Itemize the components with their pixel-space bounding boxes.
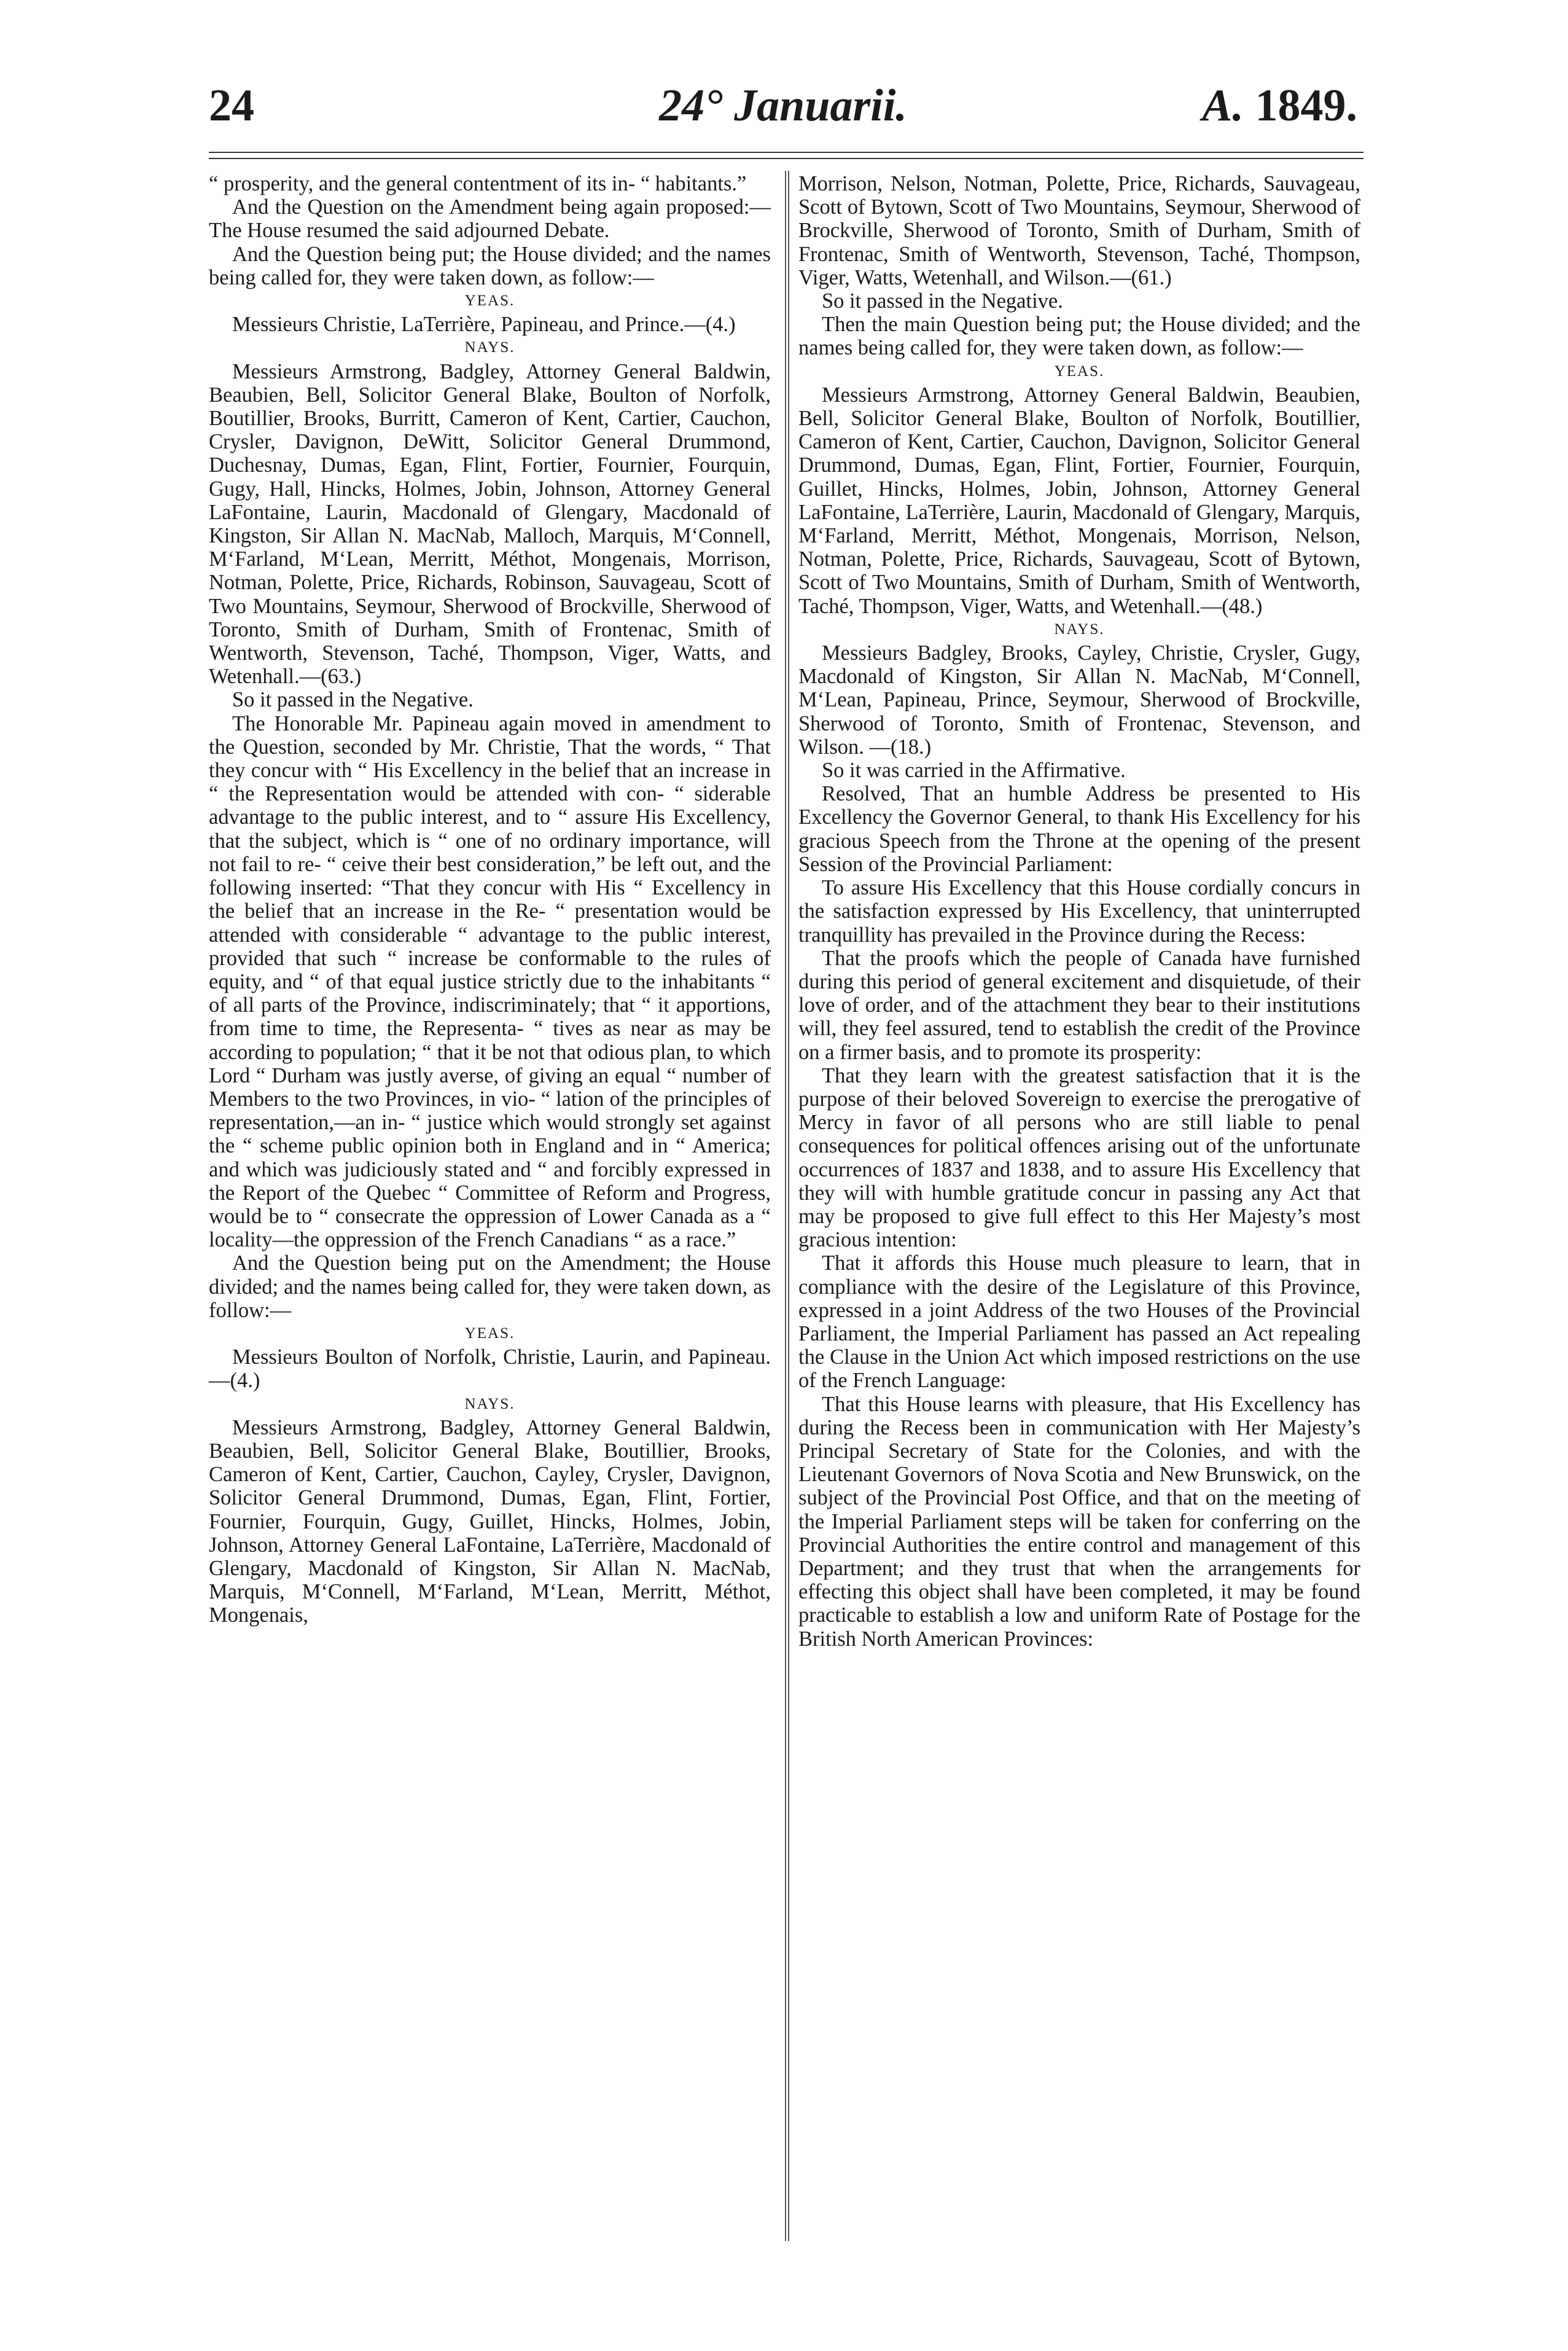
division-heading: NAYS. — [1054, 620, 1105, 638]
paragraph: Morrison, Nelson, Notman, Polette, Price, Richards, Sauvageau, Scott of Bytown, Scott of Two Mountains, Seymour, Sherwood of Brockville, Sherwood of Toronto, Smith of Durham, Smith of Frontenac, Smith of Wentworth, Stevenson, Taché, Thompson, Viger, Watts, Wetenhall, and Wilson.—(61.) — [798, 172, 1360, 289]
division-heading: NAYS. — [464, 1395, 515, 1412]
left-column — [209, 172, 771, 1627]
division-heading: YEAS. — [464, 292, 515, 310]
paragraph: And the Question being put on the Amendment; the House divided; and the names being called for, they were taken down, as follow:— — [209, 1251, 771, 1322]
paragraph: That this House learns with pleasure, that His Excellency has during the Recess been in communication with Her Majesty’s Principal Secretary of State for the Colonies, and with the Lieutenant Governors of Nova Scotia and New Brunswick, on the subject of the Provincial Post Office, and that on the meeting of the Imperial Parliament steps will be taken for conferring on the Provincial Authorities the entire control and management of this Department; and they trust that when the arrangements for effecting this object shall have been completed, it may be found practicable to establish a low and uniform Rate of Postage for the British North American Provinces: — [798, 1392, 1360, 1651]
paragraph: Then the main Question being put; the House divided; and the names being called for, they were taken down, as follow:— — [798, 313, 1360, 360]
paragraph: So it was carried in the Affirmative. — [822, 759, 1126, 783]
page-header — [209, 80, 1357, 147]
right-column — [798, 172, 1360, 1651]
division-heading: YEAS. — [464, 1324, 515, 1342]
column-divider — [785, 171, 786, 2241]
page-title: 24° Januarii. — [659, 80, 907, 131]
year-number: 1849. — [1255, 80, 1357, 131]
paragraph: Messieurs Boulton of Norfolk, Christie, Laurin, and Papineau.—(4.) — [209, 1345, 771, 1393]
paragraph: Messieurs Christie, LaTerrière, Papineau, and Prince.—(4.) — [232, 313, 736, 337]
paragraph: Messieurs Armstrong, Badgley, Attorney General Baldwin, Beaubien, Bell, Solicitor General Blake, Boutillier, Brooks, Cameron of Kent, Cartier, Cauchon, Cayley, Crysler, Davignon, Solicitor General Drummond, Dumas, Egan, Flint, Fortier, Fournier, Fourquin, Gugy, Guillet, Hincks, Holmes, Jobin, Johnson, Attorney General LaFontaine, LaTerrière, Macdonald of Glengary, Macdonald of Kingston, Sir Allan N. MacNab, Marquis, M‘Connell, M‘Farland, M‘Lean, Merritt, Méthot, Mongenais, — [209, 1415, 771, 1627]
year-prefix: A. — [1202, 80, 1244, 131]
paragraph: That it affords this House much pleasure to learn, that in compliance with the desire of the Legislature of this Province, expressed in a joint Address of the two Houses of the Provincial Parliament, the Imperial Parliament has passed an Act repealing the Clause in the Union Act which imposed restrictions on the use of the French Language: — [798, 1251, 1360, 1393]
header-rule — [209, 152, 1363, 153]
header-rule-secondary — [209, 158, 1363, 159]
paragraph: And the Question on the Amendment being again proposed:—The House resumed the said adjourned Debate. — [209, 195, 771, 243]
paragraph: To assure His Excellency that this House cordially concurs in the satisfaction expressed by His Excellency, that uninterrupted tranquillity has prevailed in the Province during the Recess: — [798, 876, 1360, 947]
paragraph: That the proofs which the people of Canada have furnished during this period of general excitement and disquietude, of their love of order, and of the attachment they bear to their institutions will, they feel assured, tend to establish the credit of the Province on a firmer basis, and to promote its prosperity: — [798, 946, 1360, 1064]
column-divider-secondary — [788, 171, 789, 2241]
page-number: 24 — [209, 80, 254, 131]
paragraph: Messieurs Armstrong, Attorney General Baldwin, Beaubien, Bell, Solicitor General Blake, Boulton of Norfolk, Boutillier, Cameron of Kent, Cartier, Cauchon, Davignon, Solicitor General Drummond, Dumas, Egan, Flint, Fortier, Fournier, Fourquin, Guillet, Hincks, Holmes, Jobin, Johnson, Attorney General LaFontaine, LaTerrière, Laurin, Macdonald of Glengary, Marquis, M‘Farland, Merritt, Méthot, Mongenais, Morrison, Nelson, Notman, Polette, Price, Richards, Sauvageau, Scott of Bytown, Scott of Two Mountains, Smith of Durham, Smith of Wentworth, Taché, Thompson, Viger, Watts, and Wetenhall.—(48.) — [798, 383, 1360, 618]
paragraph: Messieurs Badgley, Brooks, Cayley, Christie, Crysler, Gugy, Macdonald of Kingston, Sir Allan N. MacNab, M‘Connell, M‘Lean, Papineau, Prince, Seymour, Sherwood of Brockville, Sherwood of Toronto, Smith of Frontenac, Stevenson, and Wilson. —(18.) — [798, 641, 1360, 759]
paragraph: That they learn with the greatest satisfaction that it is the purpose of their beloved Sovereign to exercise the prerogative of Mercy in favor of all persons who are still liable to penal consequences for political offences arising out of the unfortunate occurrences of 1837 and 1838, and to assure His Excellency that they will with humble gratitude concur in passing any Act that may be proposed to give full effect to this Her Majesty’s most gracious intention: — [798, 1063, 1360, 1252]
paragraph: And the Question being put; the House divided; and the names being called for, they were taken down, as follow:— — [209, 242, 771, 289]
paragraph: Messieurs Armstrong, Badgley, Attorney General Baldwin, Beaubien, Bell, Solicitor General Blake, Boulton of Norfolk, Boutillier, Brooks, Burritt, Cameron of Kent, Cartier, Cauchon, Crysler, Davignon, DeWitt, Solicitor General Drummond, Duchesnay, Dumas, Egan, Flint, Fortier, Fournier, Fourquin, Gugy, Hall, Hincks, Holmes, Jobin, Johnson, Attorney General LaFontaine, Laurin, Macdonald of Glengary, Macdonald of Kingston, Sir Allan N. MacNab, Malloch, Marquis, M‘Connell, M‘Farland, M‘Lean, Merritt, Méthot, Mongenais, Morrison, Notman, Polette, Price, Richards, Robinson, Sauvageau, Scott of Two Mountains, Seymour, Sherwood of Brockville, Sherwood of Toronto, Smith of Durham, Smith of Frontenac, Smith of Wentworth, Stevenson, Taché, Thompson, Viger, Watts, and Wetenhall.—(63.) — [209, 359, 771, 689]
paragraph: “ prosperity, and the general contentment of its in- “ habitants.” — [209, 172, 747, 195]
paragraph: So it passed in the Negative. — [232, 688, 474, 712]
division-heading: YEAS. — [1054, 362, 1105, 380]
page-year — [1202, 80, 1357, 132]
paragraph: Resolved, That an humble Address be presented to His Excellency the Governor General, to thank His Excellency for his gracious Speech from the Throne at the opening of the present Session of the Provincial Parliament: — [798, 782, 1360, 876]
paragraph: The Honorable Mr. Papineau again moved in amendment to the Question, seconded by Mr. Christie, That the words, “ That they concur with “ His Excellency in the belief that an increase in “ the Representation would be attended with con- “ siderable advantage to the public interest, and to “ assure His Excellency, that the subject, which is “ one of no ordinary importance, will not fail to re- “ ceive their best consideration,” be left out, and the following inserted: “That they concur with His “ Excellency in the belief that an increase in the Re- “ presentation would be attended with considerable “ advantage to the public interest, provided that such “ increase be conformable to the rules of equity, and “ of that equal justice strictly due to the inhabitants “ of all parts of the Province, indiscriminately; that “ it apportions, from time to time, the Representa- “ tives as near as may be according to population; “ that it be not that odious plan, to which Lord “ Durham was justly averse, of giving an equal “ number of Members to the two Provinces, in vio- “ lation of the principles of representation,—an in- “ justice which would strongly set against the “ scheme public opinion both in England and in “ America; and which was judiciously stated and “ and forcibly expressed in the Report of the Quebec “ Committee of Reform and Progress, would be to “ consecrate the oppression of Lower Canada as a “ locality—the oppression of the French Canadians “ as a race.” — [209, 711, 771, 1252]
division-heading: NAYS. — [464, 339, 515, 356]
paragraph: So it passed in the Negative. — [822, 289, 1063, 313]
